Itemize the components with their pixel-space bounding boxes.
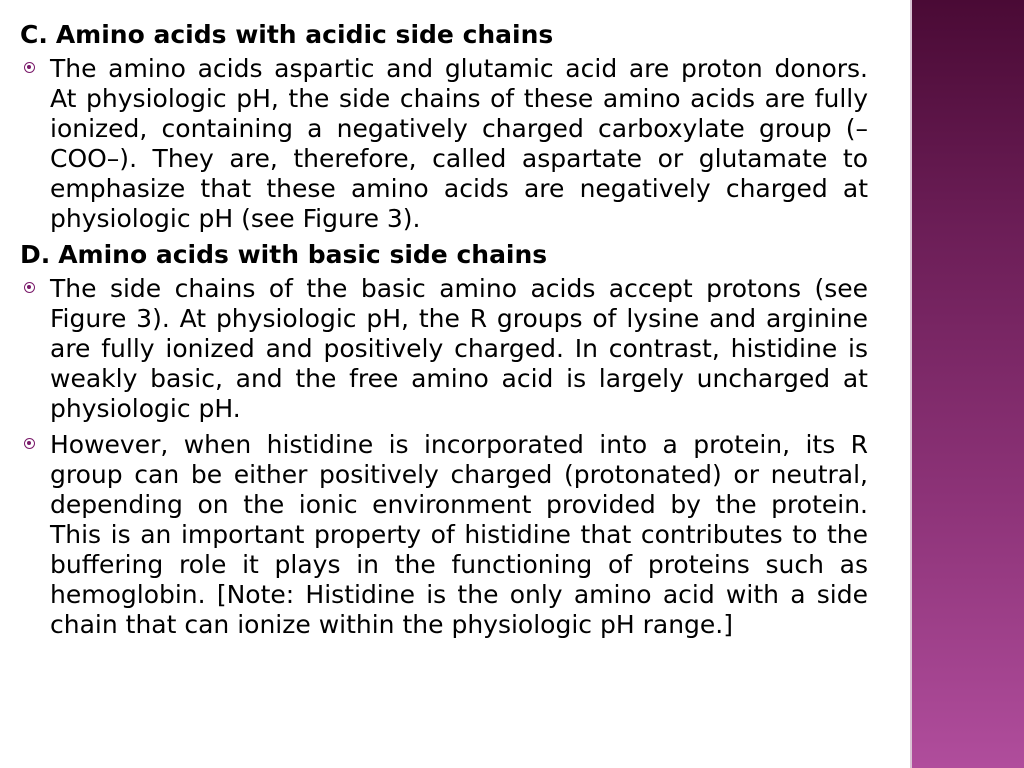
decorative-side-band xyxy=(912,0,1024,768)
bullet-item xyxy=(20,274,868,424)
bullet-item xyxy=(20,54,868,234)
circle-bullet-icon xyxy=(24,282,35,293)
circle-bullet-icon xyxy=(24,438,35,449)
section-letter: D. xyxy=(20,240,51,269)
bullet-text: The amino acids aspartic and glutamic acid are proton donors. At physiologic pH, the side chains of these amino acids are fully ionized, containing a negatively charged carboxylate group (–COO–). They are, therefore, called aspartate or glutamate to emphasize that these amino acids are negatively charged at physiologic pH (see Figure 3). xyxy=(50,54,868,233)
bullet-text: The side chains of the basic amino acids accept protons (see Figure 3). At physiologic pH, the R groups of lysine and arginine are fully ionized and positively charged. In contrast, histidine is weakly basic, and the free amino acid is largely uncharged at physiologic pH. xyxy=(50,274,868,423)
circle-bullet-icon xyxy=(24,62,35,73)
section-heading-basic xyxy=(20,240,868,270)
section-title: Amino acids with basic side chains xyxy=(58,240,548,269)
section-heading-acidic xyxy=(20,20,868,50)
section-letter: C. xyxy=(20,20,48,49)
slide-content xyxy=(20,20,868,646)
bullet-item xyxy=(20,430,868,640)
bullet-text: However, when histidine is incorporated into a protein, its R group can be either positively charged (protonated) or neutral, depending on the ionic environment provided by the protein. This is an important property of histidine that contributes to the buffering role it plays in the functioning of proteins such as hemoglobin. [Note: Histidine is the only amino acid with a side chain that can ionize within the physiologic pH range.] xyxy=(50,430,868,639)
section-title: Amino acids with acidic side chains xyxy=(55,20,554,49)
